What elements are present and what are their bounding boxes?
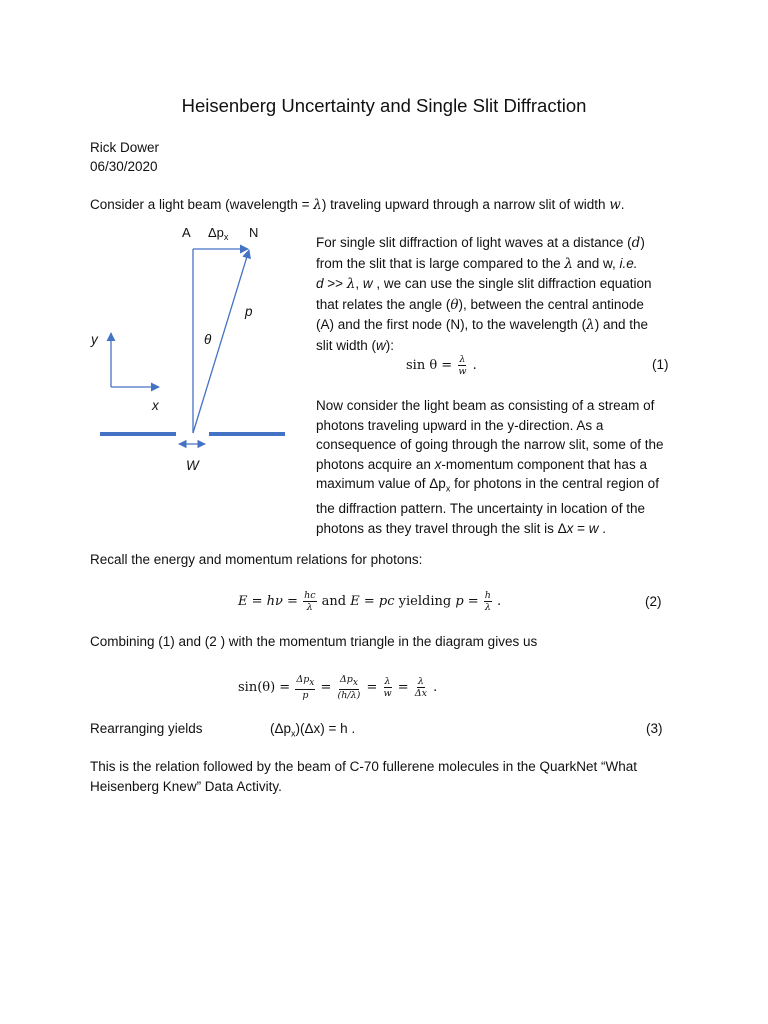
- combining-text: Combining (1) and (2 ) with the momentum triangle in the diagram gives us: [90, 634, 538, 649]
- label-dpx: $\Delta p_x$: [208, 225, 229, 242]
- rearranging-label: Rearranging yields: [90, 721, 203, 736]
- p-arrow: [193, 250, 249, 433]
- label-theta: θ: [204, 332, 212, 347]
- equation-1: sin θ = $\frac{\lambda}{w}$ .: [406, 354, 477, 377]
- equation-1-number: (1): [652, 357, 669, 372]
- equation-2: E = hν = $\frac{hc}{\lambda}$ and E = pc yielding p = $\frac{h}{\lambda}$ .: [238, 590, 502, 613]
- recall-text: Recall the energy and momentum relations for photons:: [90, 552, 423, 567]
- label-n: N: [249, 225, 259, 240]
- document-date: 06/30/2020: [90, 159, 158, 174]
- label-a: A: [182, 225, 191, 240]
- author-name: Rick Dower: [90, 140, 160, 155]
- label-x: x: [152, 398, 159, 413]
- equation-3: $(\Delta p_x)(\Delta x) = h$ .: [270, 721, 356, 739]
- page-title: Heisenberg Uncertainty and Single Slit Diffraction: [181, 95, 587, 116]
- label-y: y: [91, 332, 98, 347]
- intro-paragraph: Consider a light beam (wavelength = λ) traveling upward through a narrow slit of width w.: [90, 197, 625, 213]
- photon-paragraph: Now consider the light beam as consisting of a stream of photons traveling upward in the y-direction. As a consequence of going through the narrow slit, some of the photons acquire an x-momentum component that has a maximum value of $\Delta p_x$ for photons in the central region of the diffraction pattern. The uncertainty in location of the photons as they travel through the slit is Δx = w .: [316, 398, 664, 536]
- equation-3-number: (3): [646, 721, 663, 736]
- diffraction-paragraph: For single slit diffraction of light waves at a distance (d) from the slit that is large compared to the λ and w, i.e. d >> λ, w , we can use the single slit diffraction equation that relates the angle (θ), between the central antinode (A) and the first node (N), to the wavelength (λ) and the slit width (w):: [316, 235, 652, 353]
- closing-paragraph: This is the relation followed by the beam of C-70 fullerene molecules in the QuarkNet “What Heisenberg Knew” Data Activity.: [90, 759, 638, 794]
- equation-sin-theta: sin(θ) = $\frac{\Delta p_x}{p}$ = $\frac{\Delta p_x}{(h/\lambda)}$ = $\frac{\lambda}{w}$ = $\frac{\lambda}{\Delta x}$ .: [238, 674, 438, 701]
- label-w: W: [186, 458, 199, 473]
- equation-2-number: (2): [645, 594, 662, 609]
- label-p: p: [245, 304, 253, 319]
- slit-diagram: [90, 220, 300, 480]
